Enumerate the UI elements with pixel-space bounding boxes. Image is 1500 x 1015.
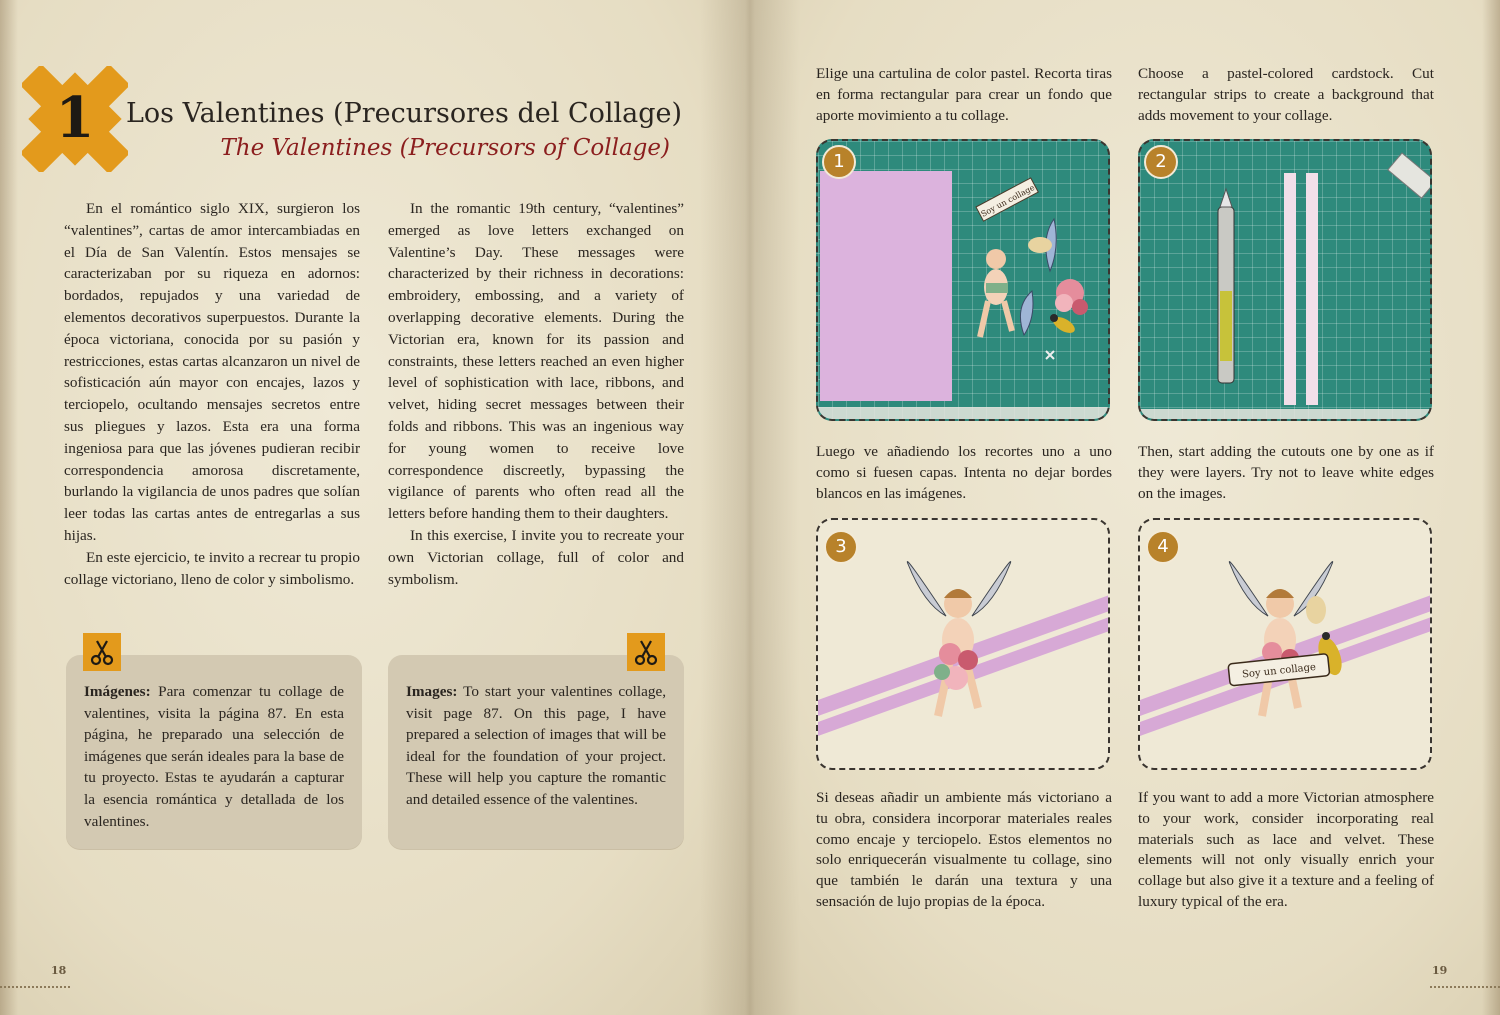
paragraph: En el romántico siglo XIX, surgieron los “valentines”, cartas de amor intercambiadas en el Día de San Valentín. Estos mensajes se caracterizaban por su riqueza en adornos: bordados, repujados y una variedad de elementos decorativos superpuestos. Durante la época victoriana, conocida por su pasión y restricciones, estas cartas alcanzaron un nivel de sofisticación aún mayor con encajes, lazos y terciopelo, ocultando mensajes secretos entre sus pliegues y lazos. Esta era una forma ingeniosa para que las jóvenes pudieran recibir correspondencia amorosa discretamente, burlando la vigilancia de unos padres que solían leer todas las cartas antes de entregarlas a sus hijas. (64, 200, 360, 544)
step-number: 1 (55, 85, 95, 151)
ruler-icon (1388, 153, 1432, 198)
text-column-es (64, 198, 360, 590)
cherub-icon (980, 249, 1012, 337)
paragraph: In this exercise, I invite you to recreate your own Victorian collage, full of color and symbolism. (388, 526, 684, 588)
info-box-en (388, 655, 684, 849)
page-number-rule (0, 986, 70, 988)
banner-label: Soy un collage (979, 182, 1037, 219)
info-box-text (84, 681, 344, 832)
end-text-en: If you want to add a more Victorian atmosphere to your work, consider incorporating real materials such as lace and velvet. These elements will not only visually enrich your collage but also give it a texture and a feeling of luxury typical of the era. (1138, 789, 1434, 910)
info-box-text (406, 681, 666, 811)
book-gutter (700, 0, 800, 1015)
end-text-es: Si deseas añadir un ambiente más victoriano a tu obra, considera incorporar materiales reales como encaje y terciopelo. Estos elementos no solo enriquecerán visualmente tu collage, sino que también le darán una textura y una sensación de lujo propias de la época. (816, 789, 1112, 910)
page-edge-shadow (1482, 0, 1500, 1015)
page-edge-shadow (0, 0, 18, 1015)
step-badge: 2 (1144, 145, 1178, 179)
text-column-en (388, 198, 684, 590)
bird-icon (1050, 314, 1077, 336)
info-box-label: Images: (406, 683, 458, 700)
rose-icon (1055, 279, 1088, 315)
intro-text-en: Choose a pastel-colored cardstock. Cut rectangular strips to create a background that adds movement to your collage. (1138, 65, 1434, 124)
right-page (750, 0, 1500, 1015)
paragraph: En este ejercicio, te invito a recrear tu propio collage victoriano, lleno de color y simbolismo. (64, 548, 360, 588)
step-photo-1 (816, 139, 1110, 421)
step-photo-2 (1138, 139, 1432, 421)
page-subtitle: The Valentines (Precursors of Collage) (220, 135, 670, 161)
step-badge: 1 (822, 145, 856, 179)
info-box-label: Imágenes: (84, 683, 151, 700)
photo-illustration (818, 141, 1110, 421)
step-badge: 4 (1146, 530, 1180, 564)
info-box-body: To start your valentines collage, visit page 87. On this page, I have prepared a selection of images that will be ideal for the foundation of your project. These will help you capture the romantic and detailed essence of the valentines. (406, 683, 666, 808)
cutter-knife-icon (1218, 189, 1234, 383)
info-box-body: Para comenzar tu collage de valentines, visita la página 87. En esta página, he preparado una selección de imágenes que serán ideales para la base de tu proyecto. Estas te ayudarán a capturar la esencia romántica y detallada de los valentines. (84, 683, 344, 830)
photo-illustration (818, 520, 1110, 770)
mid-text-en: Then, start adding the cutouts one by one as if they were layers. Try not to leave white edges on the images. (1138, 443, 1434, 502)
mid-text-es: Luego ve añadiendo los recortes uno a uno como si fuesen capas. Intenta no dejar bordes blancos en las imágenes. (816, 443, 1112, 502)
banner-label: Soy un collage (1241, 661, 1317, 681)
step-photo-4 (1138, 518, 1432, 770)
intro-text-es: Elige una cartulina de color pastel. Recorta tiras en forma rectangular para crear un fondo que aporte movimiento a tu collage. (816, 65, 1112, 124)
info-box-es (66, 655, 362, 849)
page-number: 18 (51, 964, 67, 977)
page-title: Los Valentines (Precursores del Collage) (126, 98, 683, 129)
step-badge: 3 (824, 530, 858, 564)
photo-illustration (1140, 520, 1432, 770)
page-number: 19 (1432, 964, 1448, 977)
scissors-icon (83, 633, 121, 671)
photo-illustration (1140, 141, 1432, 421)
step-photo-3 (816, 518, 1110, 770)
scissors-icon (627, 633, 665, 671)
page-number-rule (1430, 986, 1500, 988)
paragraph: In the romantic 19th century, “valentines” emerged as love letters exchanged on Valentine’s Day. These messages were characterized by their richness in decorations: embroidery, embossing, and a variety of overlapping decorative elements. During the Victorian era, known for its passion and constraints, these letters reached an even higher level of sophistication with lace, ribbons, and velvet, hiding secret messages between their folds and ribbons. This was an ingenious way for young women to receive love correspondence discreetly, bypassing the vigilance of parents who often read all the letters before handing them to their daughters. (388, 200, 684, 523)
